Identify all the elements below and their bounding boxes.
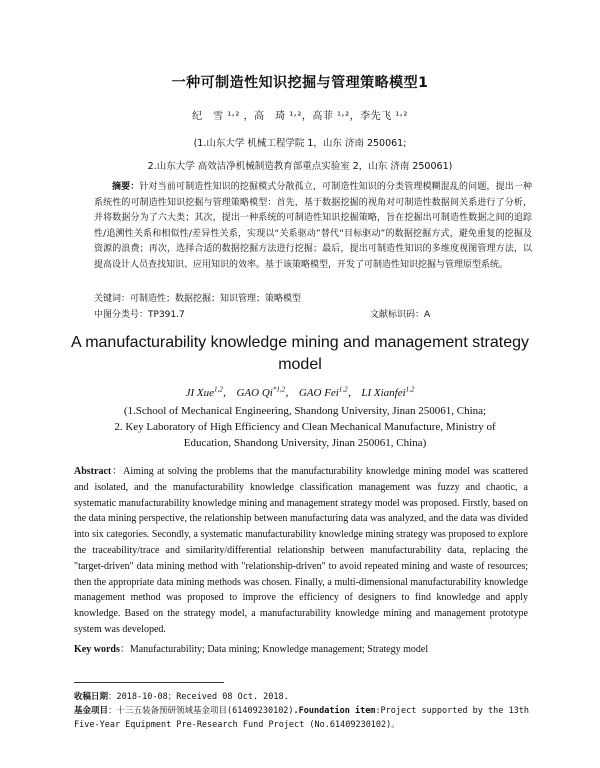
en-authors: JI Xue$^{1,2}$， GAO Qi$^{*1,2}$， GAO Fei$^{1,2}$， LI Xianfei$^{1,2}$ bbox=[185, 385, 415, 399]
cn-class-label: 中图分类号： bbox=[94, 310, 149, 320]
received-text: ：2018-10-08；Received 08 Oct. 2018. bbox=[108, 692, 289, 702]
cn-authors: 纪 雪 ¹˒² ，高 琦 ¹˒²，高菲 ¹˒²，李先飞 ¹˒² bbox=[192, 111, 408, 122]
footnote-received bbox=[74, 690, 289, 702]
en-author-4-sup: 1,2 bbox=[405, 385, 415, 394]
en-title: A manufacturability knowledge mining and management strategy model bbox=[70, 334, 530, 373]
en-author-2-sup: *1,2 bbox=[272, 385, 286, 394]
en-affiliations bbox=[90, 403, 520, 451]
cn-document-code bbox=[370, 307, 430, 320]
en-keywords-text: ：Manufacturability; Data mining; Knowledge management; Strategy model bbox=[119, 644, 429, 655]
footnote-fund bbox=[74, 704, 544, 732]
en-abstract-label: Abstract bbox=[74, 466, 112, 477]
fund-label: 基金项目 bbox=[74, 706, 109, 716]
footnote-divider bbox=[74, 682, 224, 683]
en-author-1-sup: 1,2 bbox=[213, 385, 223, 394]
received-label: 收稿日期 bbox=[74, 692, 109, 702]
en-affiliation-1: (1.School of Mechanical Engineering, Shandong University, Jinan 250061, China; bbox=[123, 405, 487, 417]
cn-doc-value: A bbox=[424, 310, 431, 320]
fund-en-label: .Foundation item bbox=[293, 706, 376, 716]
en-author-1: JI Xue bbox=[185, 387, 214, 399]
cn-abstract bbox=[94, 180, 532, 273]
en-abstract-text: ：Aiming at solving the problems that the manufacturability knowledge mining model was scattered and isolated, and the manufacturability knowledge classification management was fuzzy and chaotic, a systematic manufacturability knowledge mining and management strategy model was proposed. Firstly, based on the data mining perspective, the relationship between manufacturing data was analyzed, and the data was divided into six categories. Secondly, a systematic manufacturability knowledge mining strategy was proposed to explore the traceability/trace and similarity/differential relationship between manufacturability data, replacing the "target-driven" data mining method with "relationship-driven" to avoid repeated mining and waste of resources; then the appropriate data mining methods was chosen. Finally, a multi-dimensional manufacturability knowledge management method was proposed to improve the efficiency of designers to find knowledge and apply knowledge. Based on the strategy model, a manufacturability knowledge mining and management prototype system was developed. bbox=[74, 466, 528, 635]
fund-cn-text: ：十三五装备预研领域基金项目(61409230102) bbox=[108, 706, 294, 716]
en-author-3: GAO Fei bbox=[298, 387, 339, 399]
cn-keywords-label: 关键词： bbox=[94, 294, 131, 304]
cn-affiliation-1: (1.山东大学 机械工程学院 1，山东 济南 250061; bbox=[193, 138, 407, 149]
cn-class-value: TP391.7 bbox=[148, 310, 185, 320]
cn-title: 一种可制造性知识挖掘与管理策略模型1 bbox=[171, 75, 429, 91]
cn-keywords bbox=[94, 291, 301, 304]
en-author-4: LI Xianfei bbox=[361, 387, 406, 399]
en-author-2: GAO Qi bbox=[236, 387, 273, 399]
en-keywords-label: Key words bbox=[74, 644, 120, 655]
cn-keywords-text: 可制造性；数据挖掘；知识管理；策略模型 bbox=[130, 294, 302, 304]
cn-abstract-label: 摘要： bbox=[112, 182, 140, 192]
en-keywords bbox=[74, 640, 428, 655]
cn-abstract-text: 针对当前可制造性知识的挖掘模式分散孤立，可制造性知识的分类管理模糊混乱的问题，提出一种系统性的可制造性知识挖掘与管理策略模型：首先，基于数据挖掘的视角对可制造性数据间关系进行了分析，并将数据分为了六大类；其次，提出一种系统的可制造性知识挖掘策略，旨在挖掘出可制造性数据之间的追踪性/追溯性关系和相似性/差异性关系，实现以“关系驱动”替代“目标驱动”的数据挖掘方式，避免重复的挖掘及资源的浪费；再次，选择合适的数据挖掘方法进行挖掘；最后，提出可制造性知识的多维度视图管理方法，以提高设计人员查找知识、应用知识的效率。基于该策略模型，开发了可制造性知识挖掘与管理原型系统。 bbox=[94, 182, 532, 270]
cn-affiliation-2: 2.山东大学 高效洁净机械制造教育部重点实验室 2，山东 济南 250061) bbox=[147, 161, 453, 172]
cn-doc-label: 文献标识码： bbox=[370, 310, 425, 320]
en-abstract bbox=[74, 464, 528, 638]
en-affiliation-2: 2. Key Laboratory of High Efficiency and Clean Mechanical Manufacture, Ministry of Education, Shandong University, Jinan 250061, China) bbox=[114, 421, 496, 449]
cn-classification bbox=[94, 307, 185, 320]
fund-en-text: :Project supported by the 13th Five-Year Equipment Pre-Research Fund Project (No.61409230102)。 bbox=[74, 706, 529, 730]
en-author-3-sup: 1,2 bbox=[338, 385, 348, 394]
